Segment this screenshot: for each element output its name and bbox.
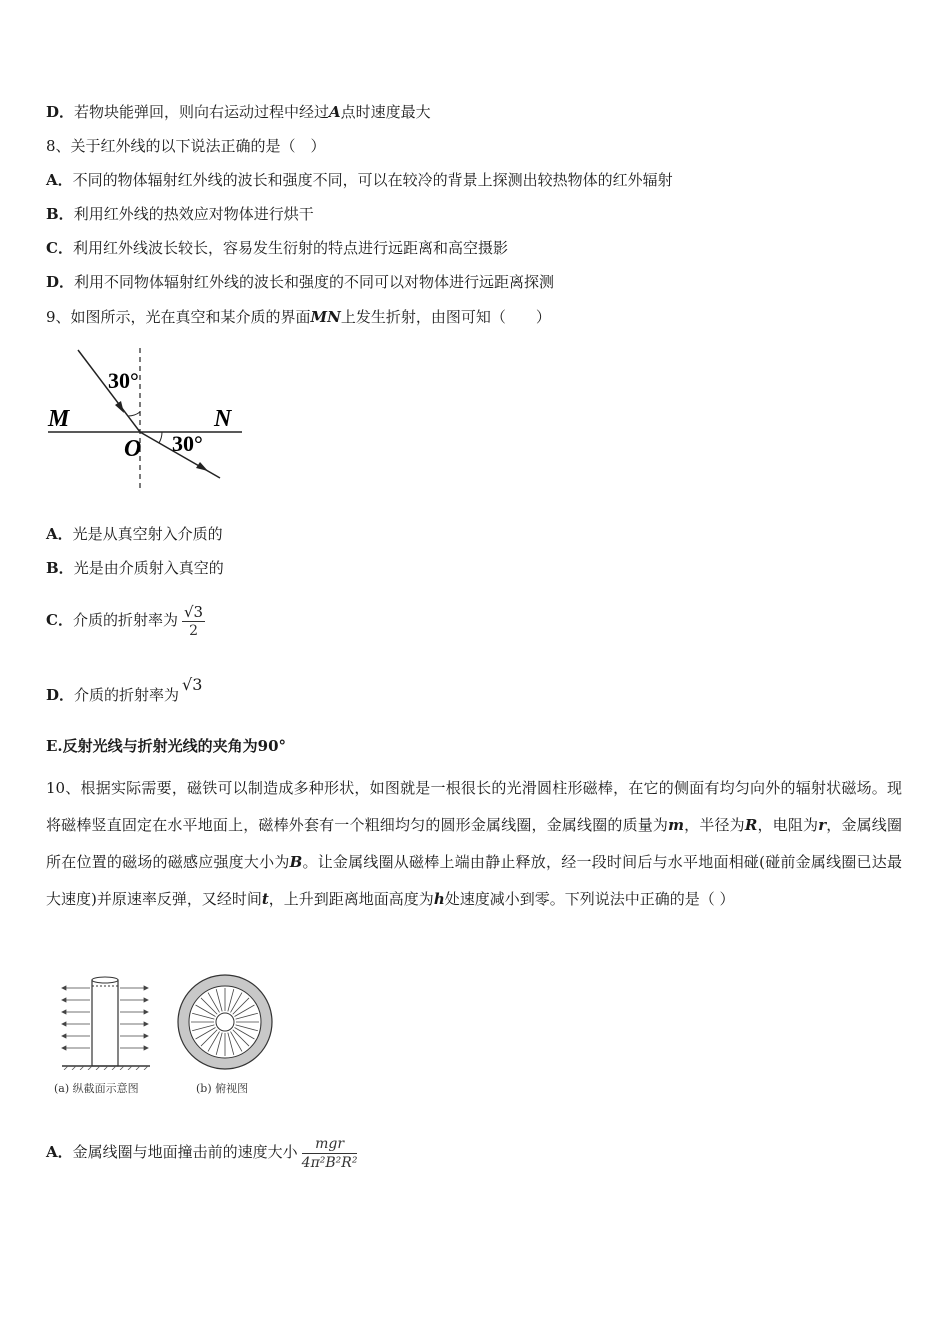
angle-arc-bottom — [159, 432, 162, 443]
q9-option-a — [46, 524, 223, 544]
fraction — [302, 1135, 358, 1172]
numerator: mgr — [302, 1135, 358, 1154]
figure-caption-a: (a) 纵截面示意图 — [54, 1082, 139, 1095]
angle-arc-top — [128, 412, 140, 416]
sqrt-value: √3 — [182, 675, 203, 694]
q9-option-e: E.反射光线与折射光线的夹角为90° — [46, 737, 287, 755]
option-label: C． — [46, 239, 73, 257]
variable-R: R — [744, 816, 758, 834]
q8-option-d — [46, 272, 554, 292]
option-text: 不同的物体辐射红外线的波长和强度不同，可以在较冷的背景上探测出较热物体的红外辐射 — [72, 171, 673, 189]
angle-label-bottom: 30° — [172, 431, 203, 456]
magnet-top-figure — [175, 972, 275, 1072]
variable-B: B — [289, 853, 303, 871]
q8-option-b — [46, 204, 314, 224]
q9-option-b — [46, 558, 224, 578]
angle-label-top: 30° — [108, 368, 139, 393]
q10-stem — [46, 770, 902, 918]
option-label: A． — [46, 1143, 73, 1161]
stem-text: 9、如图所示，光在真空和某介质的界面 — [46, 308, 311, 326]
variable-r: r — [818, 816, 827, 834]
variable-h: h — [433, 890, 445, 908]
denominator: 2 — [189, 622, 198, 639]
option-text: 光是由介质射入真空的 — [73, 559, 224, 577]
q9-option-c — [46, 600, 205, 640]
option-text: 介质的折射率为 — [72, 611, 178, 629]
stem-text-3: ，电阻为 — [757, 816, 819, 834]
refraction-figure — [44, 340, 249, 495]
q8-option-a — [46, 170, 673, 190]
q7-option-d — [46, 102, 431, 122]
q8-stem: 8、关于红外线的以下说法正确的是（ ） — [46, 137, 326, 155]
fraction — [182, 603, 205, 640]
q10-option-a — [46, 1130, 357, 1174]
option-label: A． — [46, 525, 73, 543]
stem-text-1: 10、根据实际需要，磁铁可以制造成多种形状，如图就是一根很长的光滑圆柱形磁棒，在它的侧面有均匀向外的辐射状磁场。现将磁棒竖直固定在水平地面上，磁棒外套有一个粗细均匀的圆形金属线圈，金属线圈的质量为 — [46, 779, 902, 834]
stem-text-6: ，上升到距离地面高度为 — [268, 890, 434, 908]
q9-stem — [46, 307, 551, 327]
option-label: A． — [46, 171, 73, 189]
variable-a: A — [329, 103, 341, 121]
option-label: D． — [46, 103, 75, 121]
figure-caption-b: (b) 俯视图 — [196, 1082, 249, 1095]
option-label: D． — [46, 273, 75, 291]
stem-text-end: 上发生折射，由图可知（ ） — [340, 308, 551, 326]
option-text: 光是从真空射入介质的 — [72, 525, 223, 543]
refracted-arrow — [196, 462, 208, 471]
q8-option-c — [46, 238, 508, 258]
option-text: 利用不同物体辐射红外线的波长和强度的不同可以对物体进行远距离探测 — [74, 273, 555, 291]
magnet-side-figure — [52, 970, 172, 1070]
stem-text-5: 。让金属线圈从磁棒上端由静止释放，经一段时间后与水平地面相碰(碰前金属线圈已达最大速度)并原速率反弹，又经时间 — [46, 853, 902, 908]
option-text: 利用红外线的热效应对物体进行烘干 — [73, 205, 314, 223]
stem-text-7: 处速度减小到零。下列说法中正确的是（ ） — [444, 890, 735, 908]
variable-mn: MN — [310, 308, 341, 326]
option-label: B． — [46, 559, 74, 577]
option-text: 金属线圈与地面撞击前的速度大小 — [72, 1143, 298, 1161]
stem-text-2: ，半径为 — [683, 816, 745, 834]
incident-arrow — [115, 401, 124, 413]
option-text: 利用红外线波长较长，容易发生衍射的特点进行远距离和高空摄影 — [72, 239, 508, 257]
variable-t: t — [261, 890, 269, 908]
label-n: N — [214, 406, 232, 432]
stem-text-4: ，金属线圈所在位置的磁场的磁感应强度大小为 — [46, 816, 902, 871]
option-label: B． — [46, 205, 74, 223]
variable-m: m — [668, 816, 684, 834]
option-text-end: 点时速度最大 — [340, 103, 431, 121]
numerator: √3 — [183, 602, 204, 621]
option-text: 介质的折射率为 — [74, 686, 180, 704]
option-text: 若物块能弹回，则向右运动过程中经过 — [74, 103, 330, 121]
option-label: C． — [46, 611, 73, 629]
denominator: 4π²B²R² — [301, 1154, 358, 1171]
option-label: D． — [46, 686, 75, 704]
q9-option-d — [46, 675, 203, 710]
label-o: O — [124, 436, 142, 462]
label-m: M — [48, 406, 70, 432]
